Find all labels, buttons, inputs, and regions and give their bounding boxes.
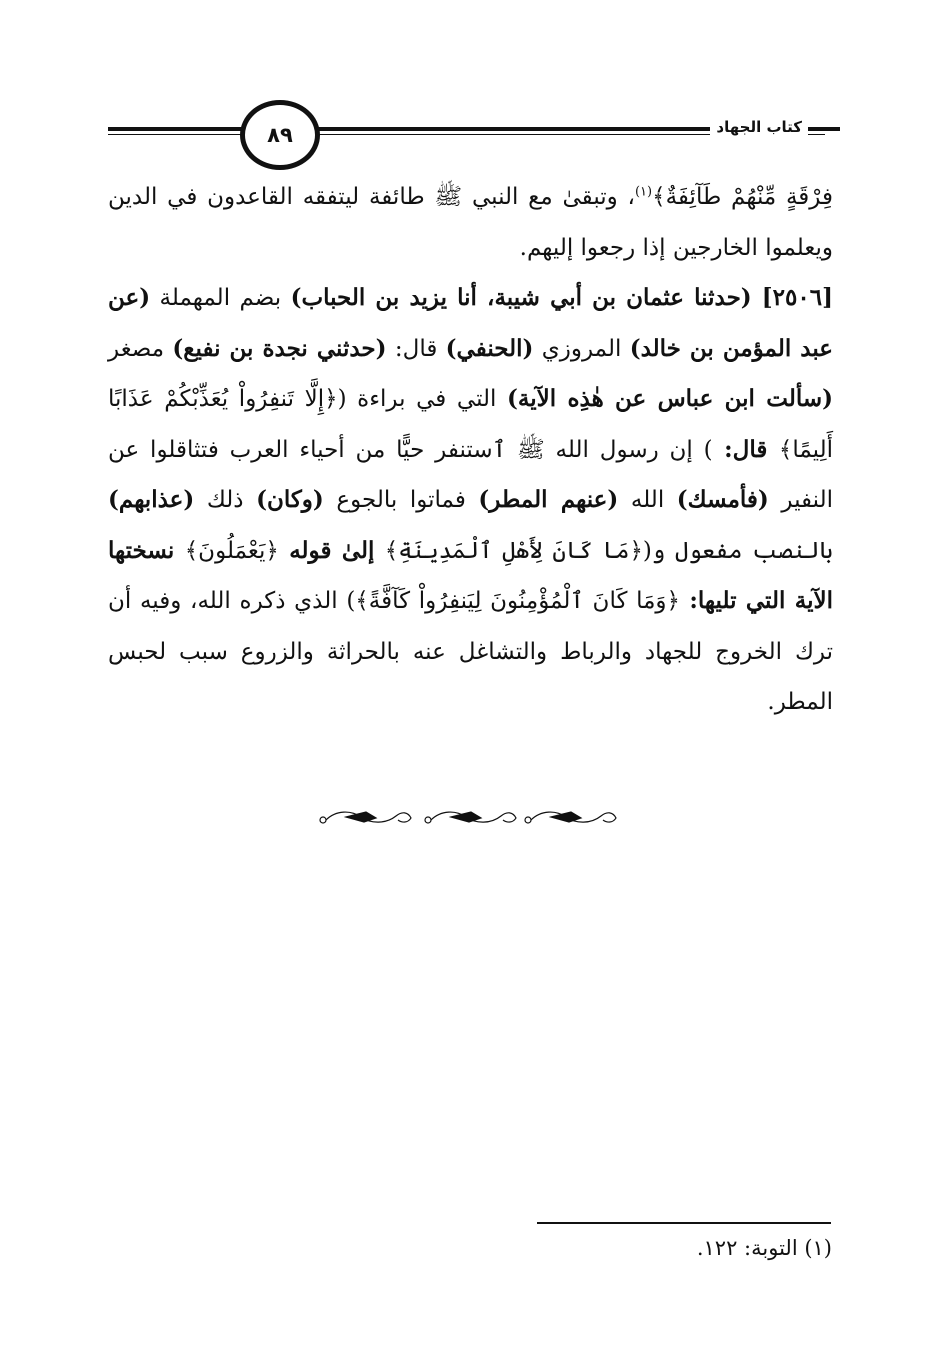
ornament-divider xyxy=(316,802,626,832)
bold-text: (عنهم المطر) xyxy=(478,486,619,513)
quran-quote: ﴿وَمَا كَانَ ٱلْمُؤْمِنُونَ لِيَنفِرُواْ كَآفَّةً﴾ xyxy=(355,588,681,614)
paragraph xyxy=(108,273,833,728)
bold-text: نسختها الآية التي تليها: xyxy=(108,536,834,614)
bold-text: (الحنفي) xyxy=(445,334,534,362)
bold-text: (سألت ابن عباس عن هٰذِه الآية) xyxy=(507,385,833,412)
text-run: ) إن رسول الله ﷺ ٱستنفر حيًّا من أحياء العرب فتثاقلوا عن النفير xyxy=(108,436,833,513)
paragraph xyxy=(108,172,833,273)
text-run: فماتوا بالجوع xyxy=(323,487,479,513)
ornament-icon xyxy=(525,812,616,823)
bold-text: [٢٥٠٦] (حدثنا عثمان بن أبي شيبة، أنا يزيد بن الحباب) xyxy=(290,284,833,311)
bold-text: قال: xyxy=(712,435,779,463)
text-run: بالنصب مفعول و( xyxy=(642,537,833,564)
header-rule-tick xyxy=(812,127,840,131)
text-run: التي في براءة ( xyxy=(337,386,508,412)
quran-quote: ﴿يَعْمَلُونَ﴾ xyxy=(184,537,279,564)
quran-quote: ﴿مَا كَانَ لِأَهْلِ ٱلْمَدِينَةِ﴾ xyxy=(384,537,643,564)
bold-text: (عذابهم) xyxy=(108,486,195,513)
bold-text: إلىٰ قوله xyxy=(278,536,385,564)
bold-text: (عن عبد المؤمن بن خالد) xyxy=(108,284,833,362)
ornament-icon xyxy=(425,812,516,823)
text-run: ) الذي ذكره الله، وفيه أن ترك الخروج للجهاد والرباط والتشاغل عنه بالحراثة والزروع سبب لحبس المطر. xyxy=(108,588,833,715)
page-header xyxy=(100,100,840,170)
page-number-circle xyxy=(240,100,320,170)
header-rule-left-thin xyxy=(108,134,248,135)
body-text xyxy=(108,172,833,728)
section-title: كتاب الجهاد xyxy=(710,118,808,136)
bold-text: (حدثني نجدة بن نفيع) xyxy=(172,334,387,362)
text-run: مصغر xyxy=(108,335,173,362)
text-run: ، وتبقىٰ مع النبي ﷺ طائفة ليتفقه القاعدون في الدين ويعلموا الخارجين إذا رجعوا إليهم. xyxy=(108,184,833,261)
text-run: بضم المهملة xyxy=(150,285,291,311)
footnote-marker: (١) xyxy=(634,184,653,200)
text-run: ذلك xyxy=(194,487,257,513)
header-rule-left xyxy=(108,127,248,131)
footnote: (١) التوبة: ١٢٢. xyxy=(696,1236,832,1260)
ornament-icon xyxy=(320,812,411,823)
footnote-rule xyxy=(537,1222,831,1224)
text-run: الله xyxy=(618,487,677,513)
text-run: المروزي xyxy=(533,335,630,362)
quran-quote: فِرْقَةٍ مِّنْهُمْ طَآئِفَةٌ﴾ xyxy=(652,184,833,210)
bold-text: (فأمسك) xyxy=(676,486,769,513)
bold-text: (وكان) xyxy=(256,486,324,513)
quran-quote: ﴿إِلَّا تَنفِرُواْ يُعَذِّبْكُمْ عَذَابًا أَلِيمًا﴾ xyxy=(108,386,834,463)
text-run: قال: xyxy=(386,335,446,362)
page-number: ٨٩ xyxy=(267,123,293,147)
